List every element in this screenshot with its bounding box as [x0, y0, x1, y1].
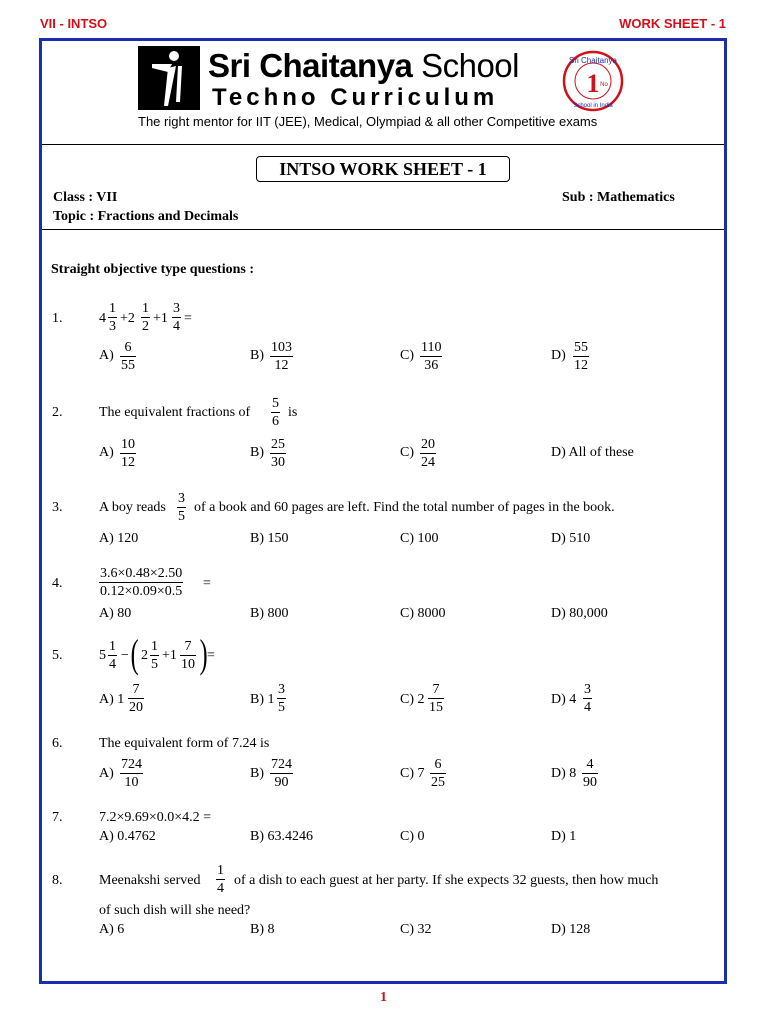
fraction: [270, 436, 286, 471]
option-c: C) 8000: [400, 606, 446, 621]
option-c: C) 100: [400, 531, 439, 546]
numerator: 724: [271, 757, 292, 772]
denominator: 6: [272, 414, 279, 429]
option-d: D) 128: [551, 922, 591, 937]
numerator: 3: [178, 491, 185, 506]
denominator: 30: [271, 455, 285, 470]
fraction: [150, 638, 159, 673]
option-b: B) 800: [250, 606, 289, 621]
brand-name-bold: Sri Chaitanya: [208, 47, 413, 84]
seal-no-text: No: [600, 82, 608, 88]
option-b: B): [250, 348, 264, 363]
numerator: 20: [421, 437, 435, 452]
brand-subtitle: Techno Curriculum: [212, 84, 499, 111]
fraction: [120, 756, 143, 791]
numerator: 7: [132, 682, 140, 697]
numerator: 1: [109, 301, 116, 316]
numerator: 5: [272, 396, 279, 411]
option-c: C) 0: [400, 829, 425, 844]
header-right: WORK SHEET - 1: [619, 16, 726, 31]
numerator: 724: [121, 757, 142, 772]
denominator: 24: [421, 455, 435, 470]
question-text: is: [288, 405, 298, 420]
option-b: B) 1: [250, 692, 275, 707]
divider: [42, 144, 724, 145]
option-a: A): [99, 348, 114, 363]
left-paren: (: [130, 631, 139, 676]
fraction: [583, 681, 592, 716]
option-b: B) 8: [250, 922, 275, 937]
numerator: 4: [586, 757, 594, 772]
option-a: A) 6: [99, 922, 125, 937]
right-paren: ): [199, 631, 208, 676]
numerator: 3: [278, 682, 285, 697]
fraction: [216, 862, 225, 897]
school-logo-icon: [138, 46, 200, 110]
class-label: Class : VII: [53, 190, 118, 205]
option-d: D) 8: [551, 766, 577, 781]
numerator: 3: [584, 682, 591, 697]
option-d: D) 4: [551, 692, 577, 707]
numerator: 55: [574, 340, 588, 355]
page-number: 1: [380, 990, 387, 1005]
numerator: 1: [217, 863, 224, 878]
numerator: 6: [434, 757, 442, 772]
numerator: 103: [271, 340, 292, 355]
numerator: 1: [109, 639, 116, 654]
numerator: 110: [421, 340, 442, 355]
question-number: 7.: [52, 810, 63, 825]
fraction: [180, 638, 196, 673]
denominator: 2: [142, 319, 149, 334]
denominator: 12: [121, 455, 135, 470]
fraction: [430, 756, 446, 791]
fraction: [141, 300, 150, 335]
fraction: [420, 339, 442, 374]
option-a: A) 1: [99, 692, 125, 707]
fraction: [128, 681, 144, 716]
question-text: 7.2×9.69×0.0×4.2 =: [99, 810, 212, 825]
fraction: [270, 339, 293, 374]
question-text: The equivalent form of 7.24 is: [99, 736, 270, 751]
numerator: 6: [124, 340, 132, 355]
fraction: [277, 681, 286, 716]
denominator: 5: [151, 657, 158, 672]
denominator: 4: [584, 700, 591, 715]
fraction: [99, 565, 183, 600]
subject-label: Sub : Mathematics: [562, 190, 675, 205]
whole-number: 2: [141, 648, 148, 663]
option-d: D) 510: [551, 531, 591, 546]
question-text: The equivalent fractions of: [99, 405, 251, 420]
operator: +1: [162, 648, 177, 663]
denominator: 90: [583, 775, 597, 790]
option-b: B): [250, 445, 264, 460]
denominator: 3: [109, 319, 116, 334]
fraction: [177, 490, 186, 525]
denominator: 15: [429, 700, 443, 715]
question-text: of a dish to each guest at her party. If she expects 32 guests, then how much: [234, 873, 659, 888]
question-number: 1.: [52, 311, 63, 326]
denominator: 4: [173, 319, 180, 334]
fraction: [108, 638, 117, 673]
brand-name: [208, 46, 519, 86]
numerator: 10: [121, 437, 135, 452]
fraction: [172, 300, 181, 335]
denominator: 90: [274, 775, 289, 790]
option-d: D): [551, 348, 566, 363]
denominator: 4: [109, 657, 116, 672]
question-number: 3.: [52, 500, 63, 515]
question-number: 5.: [52, 648, 63, 663]
denominator: 10: [124, 775, 139, 790]
option-d: D) 1: [551, 829, 577, 844]
denominator: 12: [274, 358, 289, 373]
option-a: A) 0.4762: [99, 829, 156, 844]
divider: [42, 229, 724, 230]
option-a: A): [99, 445, 114, 460]
option-b: B) 63.4246: [250, 829, 313, 844]
question-text: A boy reads: [99, 500, 166, 515]
option-d: D) 80,000: [551, 606, 608, 621]
operator: +1: [153, 311, 168, 326]
fraction: [428, 681, 444, 716]
denominator: 5: [178, 509, 185, 524]
denominator: 55: [121, 358, 135, 373]
header-left: VII - INTSO: [40, 16, 108, 31]
denominator: 36: [424, 358, 439, 373]
denominator: 4: [217, 881, 224, 896]
option-b: B): [250, 766, 264, 781]
section-heading: Straight objective type questions :: [51, 262, 254, 277]
option-a: A): [99, 766, 114, 781]
question-text: of a book and 60 pages are left. Find the total number of pages in the book.: [194, 500, 615, 515]
fraction: [271, 395, 280, 430]
numerator: 3: [173, 301, 180, 316]
option-c: C): [400, 348, 414, 363]
option-c: C) 2: [400, 692, 425, 707]
denominator: 12: [574, 358, 588, 373]
operator: =: [203, 576, 211, 591]
question-text: of such dish will she need?: [99, 903, 251, 918]
operator: +2: [120, 311, 135, 326]
numerator: 7: [184, 639, 192, 654]
option-b: B) 150: [250, 531, 289, 546]
fraction: [420, 436, 436, 471]
question-number: 4.: [52, 576, 63, 591]
option-a: A) 120: [99, 531, 139, 546]
whole-number: 4: [99, 311, 106, 326]
option-c: C) 7: [400, 766, 425, 781]
topic-label: Topic : Fractions and Decimals: [53, 209, 239, 224]
whole-number: 5: [99, 648, 106, 663]
operator: =: [184, 311, 192, 326]
school-seal-icon: [562, 50, 624, 112]
numerator: 1: [142, 301, 149, 316]
seal-bottom-text: School in India: [573, 103, 613, 109]
fraction: [582, 756, 598, 791]
numerator: 3.6×0.48×2.50: [100, 566, 183, 581]
option-c: C): [400, 445, 414, 460]
denominator: 5: [278, 700, 285, 715]
question-number: 6.: [52, 736, 63, 751]
operator: =: [207, 648, 215, 663]
option-d: D) All of these: [551, 445, 634, 460]
numerator: 1: [151, 639, 158, 654]
seal-numeral: 1: [586, 69, 600, 98]
fraction: [108, 300, 117, 335]
denominator: 0.12×0.09×0.5: [100, 584, 183, 599]
fraction: [120, 339, 136, 374]
option-a: A) 80: [99, 606, 132, 621]
denominator: 10: [181, 657, 195, 672]
fraction: [120, 436, 136, 471]
question-number: 8.: [52, 873, 63, 888]
numerator: 7: [432, 682, 440, 697]
option-c: C) 32: [400, 922, 432, 937]
fraction: [573, 339, 589, 374]
brand-name-light: School: [412, 47, 519, 84]
worksheet-title: INTSO WORK SHEET - 1: [256, 156, 510, 182]
question-text: Meenakshi served: [99, 873, 201, 888]
question-number: 2.: [52, 405, 63, 420]
fraction: [270, 756, 293, 791]
denominator: 20: [129, 700, 143, 715]
operator: −: [121, 648, 129, 663]
seal-top-text: Sri Chaitanya: [568, 56, 618, 65]
numerator: 25: [271, 437, 285, 452]
tagline: The right mentor for IIT (JEE), Medical, Olympiad & all other Competitive exams: [138, 114, 598, 129]
denominator: 25: [431, 775, 445, 790]
